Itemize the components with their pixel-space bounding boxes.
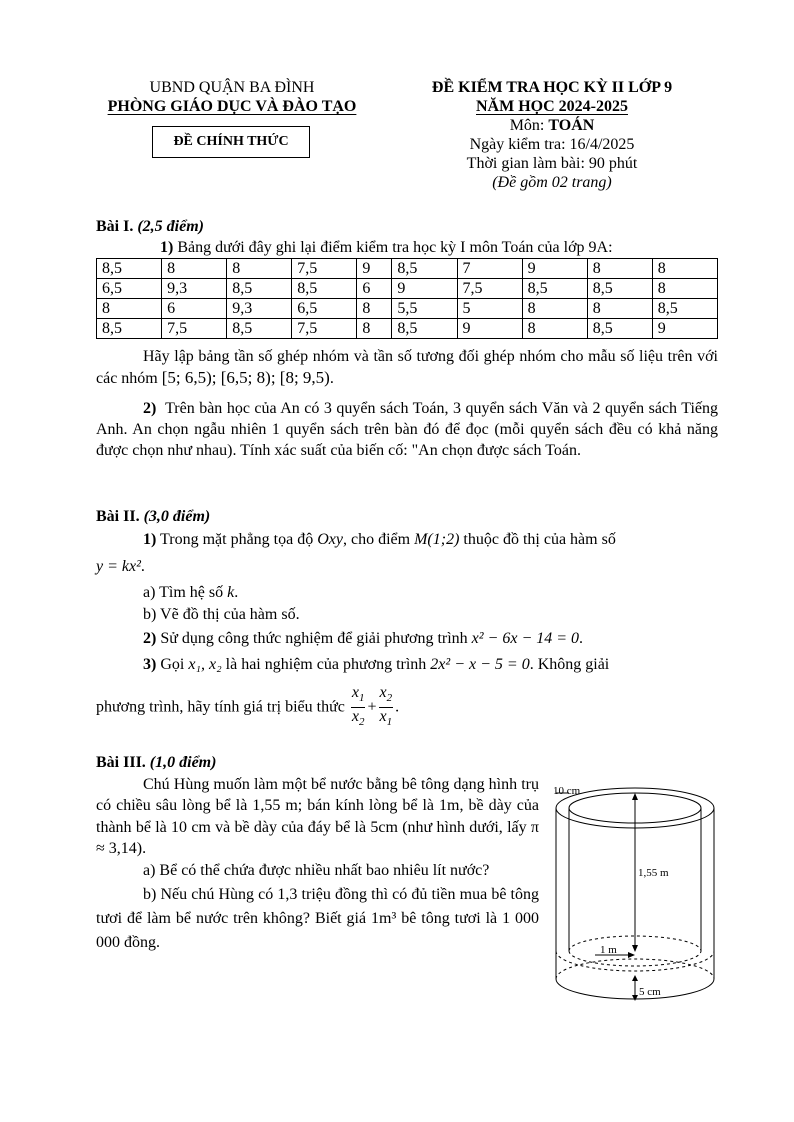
bottom-arrow-bottom [632, 995, 638, 1001]
table-cell: 9 [652, 319, 717, 339]
table-cell: 8 [97, 299, 162, 319]
table-cell: 6 [162, 299, 227, 319]
bai1-title: Bài I. [96, 218, 134, 235]
table-cell: 7,5 [292, 259, 357, 279]
bai1-heading [96, 216, 718, 237]
bai2-heading [96, 506, 718, 527]
bai3-qa: a) Bể có thể chứa được nhiều nhất bao nhiêu lít nước? [143, 862, 490, 879]
bai2-oxy: Oxy [317, 531, 343, 548]
bai1-q1-number: 1) [160, 239, 174, 256]
district-name: UBND QUẬN BA ĐÌNH [149, 79, 315, 96]
bai2-q2-number: 2) [143, 630, 157, 647]
bai2-roots: x₁, x₂ [188, 656, 222, 673]
table-cell: 8 [652, 279, 717, 299]
table-row [97, 319, 718, 339]
bai3-heading [96, 752, 542, 773]
bai1-q1-text: Bảng dưới đây ghi lại điểm kiểm tra học kỳ I môn Toán của lớp 9A: [177, 239, 613, 256]
bai1-points: (2,5 điểm) [137, 218, 204, 235]
table-cell: 8 [587, 299, 652, 319]
bai3-title: Bài III. [96, 754, 146, 771]
radius-label: 1 m [600, 944, 617, 956]
bai2-qb: b) Vẽ đồ thị của hàm số. [143, 606, 300, 623]
table-cell: 6,5 [292, 299, 357, 319]
bai3-qb: b) Nếu chú Hùng có 1,3 triệu đồng thì có đủ tiền mua bê tông tươi để làm bể nước trên không? Biết giá 1m³ bê tông tươi là 1 000 000 đồng. [96, 886, 539, 951]
height-arrow-bottom [632, 945, 638, 952]
bai2-q2-equation: x² − 6x − 14 = 0 [471, 630, 580, 647]
department-name: PHÒNG GIÁO DỤC VÀ ĐÀO TẠO [107, 98, 357, 115]
height-label: 1,55 m [638, 867, 669, 879]
bai1-q1-task-text: Hãy lập bảng tần số ghép nhóm và tần số tương đối ghép nhóm cho mẫu số liệu trên với các nhóm [96, 348, 718, 387]
fraction-x2-over-x1: $\frac{x_2}{x_1}$ [379, 684, 393, 729]
table-cell: 9 [457, 319, 522, 339]
table-cell: 8,5 [587, 279, 652, 299]
bottom-arrow-top [632, 975, 638, 981]
table-cell: 8,5 [97, 319, 162, 339]
table-cell: 8 [162, 259, 227, 279]
water-tank-figure [550, 776, 720, 1006]
table-cell: 9,3 [227, 299, 292, 319]
table-cell: 8 [652, 259, 717, 279]
table-row [97, 299, 718, 319]
height-arrow-top [632, 793, 638, 800]
bai2-function-expr: y = kx² [96, 558, 141, 575]
table-cell: 7,5 [292, 319, 357, 339]
school-year: NĂM HỌC 2024-2025 [476, 98, 628, 115]
table-cell: 7,5 [457, 279, 522, 299]
table-cell: 8 [227, 259, 292, 279]
bai1-groups: [5; 6,5); [6,5; 8); [8; 9,5) [161, 368, 330, 387]
bai2-q1-text-a: Trong mặt phẳng tọa độ [160, 531, 318, 548]
score-table [96, 258, 718, 339]
table-cell: 8,5 [227, 279, 292, 299]
bai3-intro: Chú Hùng muốn làm một bể nước bằng bê tông dạng hình trụ có chiều sâu lòng bể là 1,55 m; bán kính lòng bể là 1m, bề dày của thành bể là 10 cm và bề dày của đáy bể là 5cm (như hình dưới, lấy π ≈ 3,14). [96, 776, 539, 857]
table-cell: 8,5 [522, 279, 587, 299]
table-cell: 8,5 [392, 259, 457, 279]
table-cell: 8,5 [97, 259, 162, 279]
subject-value: TOÁN [548, 117, 595, 134]
bai2-q1-text-b: , cho điểm [343, 531, 415, 548]
bai2-q1 [96, 527, 718, 553]
wall-thickness-label: 10 cm [553, 785, 581, 797]
exam-date: Ngày kiểm tra: 16/4/2025 [469, 136, 635, 153]
bai2-point-m: M(1;2) [414, 531, 460, 548]
fraction-x1-over-x2: $\frac{x_1}{x_2}$ [351, 684, 365, 729]
table-cell: 8,5 [587, 319, 652, 339]
bai2-q1-text-c: thuộc đồ thị của hàm số [459, 531, 616, 548]
table-cell: 9 [522, 259, 587, 279]
bai2-q3-number: 3) [143, 656, 157, 673]
table-row [97, 259, 718, 279]
subject-line [396, 116, 708, 135]
bai2-qa: a) Tìm hệ số k. [143, 584, 239, 601]
bai2-points: (3,0 điểm) [143, 508, 211, 525]
bai2-qa-text: a) Tìm hệ số [143, 584, 228, 601]
table-cell: 5 [457, 299, 522, 319]
table-cell: 8 [357, 319, 392, 339]
bai2-q2-text: Sử dụng công thức nghiệm để giải phương trình [160, 630, 472, 647]
table-cell: 8 [522, 319, 587, 339]
bai2-q3-text-d: phương trình, hãy tính giá trị biểu thức [96, 698, 349, 716]
table-cell: 8,5 [227, 319, 292, 339]
table-cell: 9 [357, 259, 392, 279]
pages-note: (Đề gồm 02 trang) [492, 174, 612, 191]
table-cell: 8,5 [292, 279, 357, 299]
bai2-q3-text-c: . Không giải [529, 656, 610, 673]
bai3-points: (1,0 điểm) [149, 754, 217, 771]
bai1-q1 [96, 237, 718, 258]
table-cell: 8 [357, 299, 392, 319]
bai1-q2-text: Trên bàn học của An có 3 quyển sách Toán, 3 quyển sách Văn và 2 quyển sách Tiếng Anh. An chọn ngẫu nhiên 1 quyển sách trên bàn đó để đọc (mỗi quyển sách đều có khả năng được chọn như nhau). Tính xác suất của biến cố: "An chọn được sách Toán. [96, 400, 718, 459]
official-exam-box: ĐỀ CHÍNH THỨC [152, 126, 310, 158]
table-cell: 9 [392, 279, 457, 299]
bottom-thickness-label: 5 cm [639, 986, 661, 998]
table-cell: 7,5 [162, 319, 227, 339]
bai2-q3-text-b: là hai nghiệm của phương trình [221, 656, 431, 673]
table-row [97, 279, 718, 299]
table-cell: 9,3 [162, 279, 227, 299]
bai1-q1-task: Hãy lập bảng tần số ghép nhóm và tần số tương đối ghép nhóm cho mẫu số liệu trên với các nhóm [5; 6,5); [6,5; 8); [8; 9,5). [96, 348, 718, 387]
bai2-q3-cont: phương trình, hãy tính giá trị biểu thức $\frac{x_1}{x_2}$ + $\frac{x_2}{x_1}$ . [96, 684, 718, 731]
bai2-q3-text-a: Gọi [160, 656, 189, 673]
table-cell: 8 [587, 259, 652, 279]
table-cell: 5,5 [392, 299, 457, 319]
bai2-q2: 2) Sử dụng công thức nghiệm để giải phương trình x² − 6x − 14 = 0. [143, 630, 584, 647]
subject-label: Môn: [509, 117, 549, 134]
bai1-q2 [96, 398, 718, 461]
bai1-q2-number: 2) [143, 400, 157, 417]
bai2-q3-equation: 2x² − x − 5 = 0 [430, 656, 530, 673]
bottom-level-ellipse [556, 951, 714, 971]
exam-title: ĐỀ KIỂM TRA HỌC KỲ II LỚP 9 [431, 79, 673, 96]
table-cell: 6 [357, 279, 392, 299]
table-cell: 7 [457, 259, 522, 279]
bai2-function: y = kx². [96, 558, 145, 575]
table-cell: 8,5 [392, 319, 457, 339]
bai2-q3 [96, 654, 718, 675]
bai2-title: Bài II. [96, 508, 140, 525]
table-cell: 8,5 [652, 299, 717, 319]
radius-arrow [628, 952, 635, 958]
exam-duration: Thời gian làm bài: 90 phút [466, 155, 638, 172]
header-right [396, 78, 708, 192]
bai2-k: k [227, 584, 235, 601]
bai2-q1-number: 1) [143, 531, 157, 548]
header-left [96, 78, 368, 116]
table-cell: 6,5 [97, 279, 162, 299]
table-cell: 8 [522, 299, 587, 319]
